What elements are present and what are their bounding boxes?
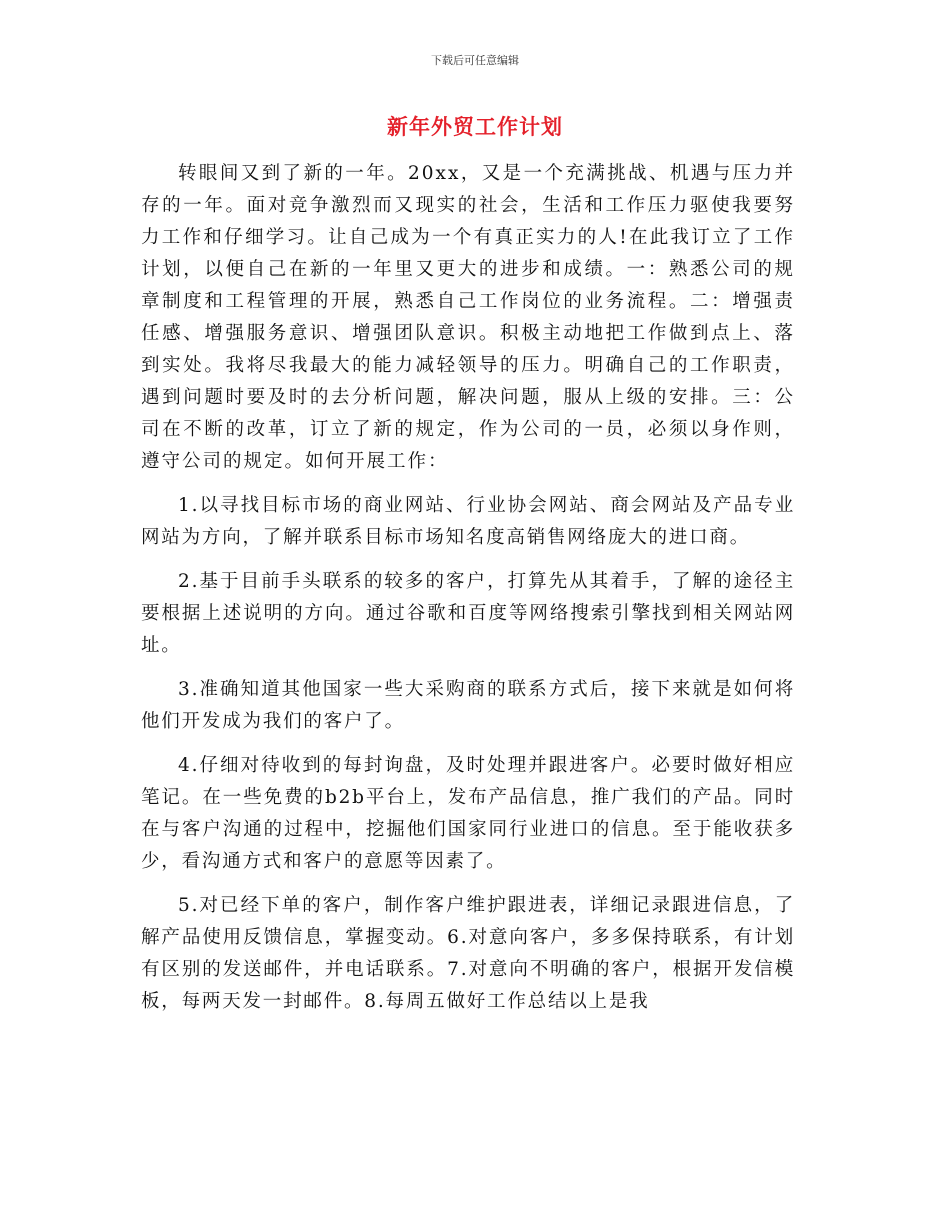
document-title: 新年外贸工作计划 <box>387 115 563 139</box>
paragraph-item-4: 4.仔细对待收到的每封询盘，及时处理并跟进客户。必要时做好相应笔记。在一些免费的b2b平台上，发布产品信息，推广我们的产品。同时在与客户沟通的过程中，挖掘他们国家同行业进口的信息。至于能收获多少，看沟通方式和客户的意愿等因素了。 <box>141 755 795 872</box>
document-body <box>141 158 795 1030</box>
paragraph-item-5: 5.对已经下单的客户，制作客户维护跟进表，详细记录跟进信息，了解产品使用反馈信息，掌握变动。6.对意向客户，多多保持联系，有计划有区别的发送邮件，并电话联系。7.对意向不明确的客户，根据开发信模板，每两天发一封邮件。8.每周五做好工作总结以上是我 <box>141 895 795 1012</box>
paragraph-item-3: 3.准确知道其他国家一些大采购商的联系方式后，接下来就是如何将他们开发成为我们的客户了。 <box>141 679 795 732</box>
paragraph-intro: 转眼间又到了新的一年。20xx，又是一个充满挑战、机遇与压力并存的一年。面对竞争激烈而又现实的社会，生活和工作压力驱使我要努力工作和仔细学习。让自己成为一个有真正实力的人!在此我订立了工作计划，以便自己在新的一年里又更大的进步和成绩。一：熟悉公司的规章制度和工程管理的开展，熟悉自己工作岗位的业务流程。二：增强责任感、增强服务意识、增强团队意识。积极主动地把工作做到点上、落到实处。我将尽我最大的能力减轻领导的压力。明确自己的工作职责，遇到问题时要及时的去分析问题，解决问题，服从上级的安排。三：公司在不断的改革，订立了新的规定，作为公司的一员，必须以身作则，遵守公司的规定。如何开展工作： <box>141 163 795 472</box>
page-header-note: 下载后可任意编辑 <box>431 54 519 67</box>
paragraph-item-1: 1.以寻找目标市场的商业网站、行业协会网站、商会网站及产品专业网站为方向，了解并联系目标市场知名度高销售网络庞大的进口商。 <box>141 495 795 548</box>
paragraph-item-2: 2.基于目前手头联系的较多的客户，打算先从其着手，了解的途径主要根据上述说明的方向。通过谷歌和百度等网络搜索引擎找到相关网站网址。 <box>141 571 795 656</box>
